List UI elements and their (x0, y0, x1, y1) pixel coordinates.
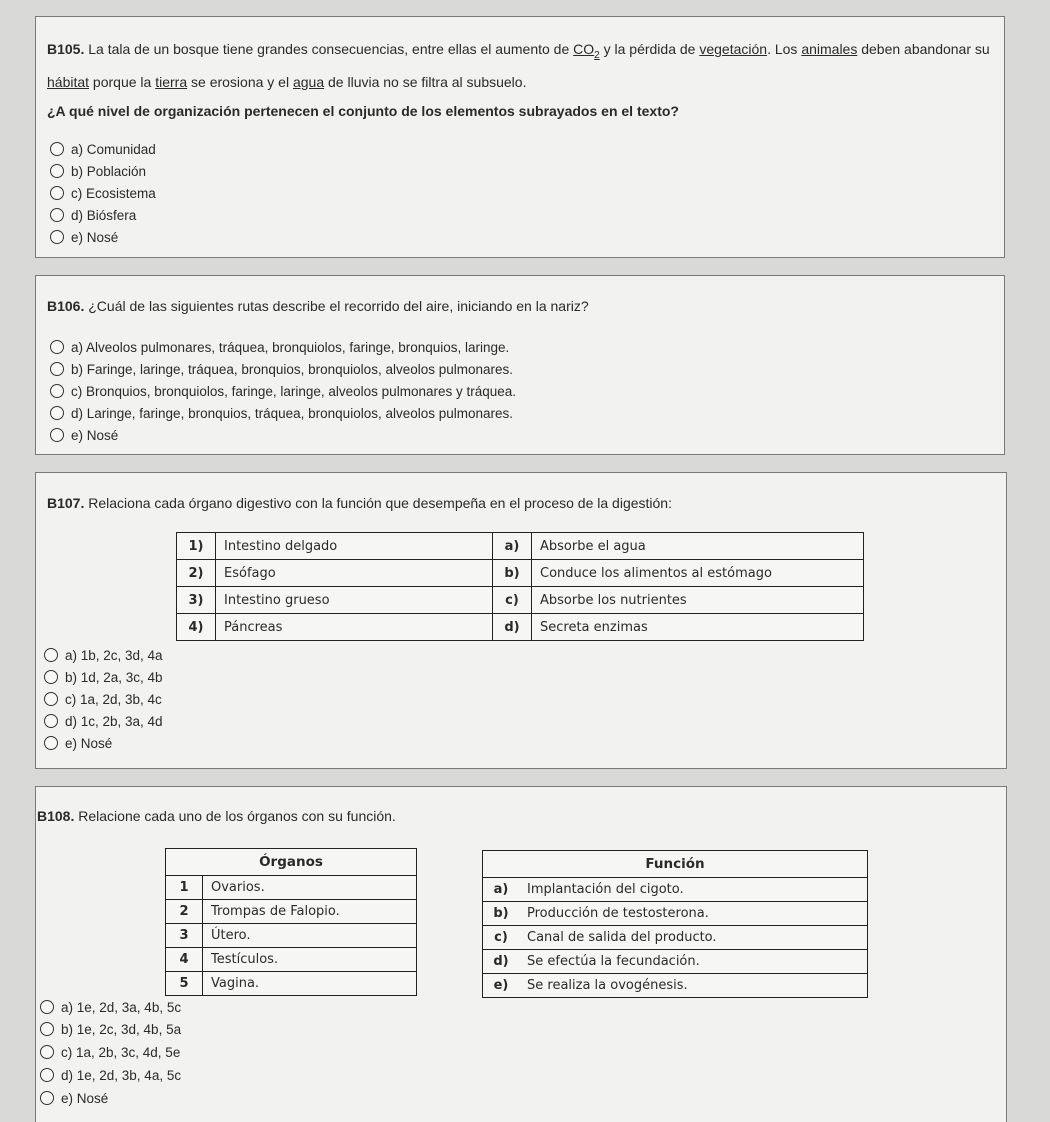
b105-question: ¿A qué nivel de organización pertenecen el conjunto de los elementos subrayados en el texto? (47, 103, 679, 119)
b108-number: B108. (37, 808, 75, 824)
functions-table (482, 850, 868, 998)
b108-option-e[interactable]: e) Nosé (40, 1089, 108, 1109)
radio-button[interactable] (44, 670, 58, 684)
radio-button[interactable] (50, 208, 64, 222)
organs-table (165, 848, 417, 996)
radio-button[interactable] (50, 406, 64, 420)
b108-option-d[interactable]: d) 1e, 2d, 3b, 4a, 5c (40, 1066, 181, 1086)
b107-option-a[interactable]: a) 1b, 2c, 3d, 4a (44, 646, 163, 666)
table-row: 5 Vagina. (166, 972, 417, 996)
b105-statement: B105. La tala de un bosque tiene grandes consecuencias, entre ellas el aumento de $CO_2$ y la pérdida de vegetación. Los animales deben abandonar su hábitat porque la tierra se erosiona y el agua de lluvia no se filtra al subsuelo. (47, 41, 990, 90)
table-header-row: Función (483, 851, 868, 878)
b106-option-c[interactable]: c) Bronquios, bronquiolos, faringe, laringe, alveolos pulmonares y tráquea. (50, 382, 516, 402)
b105-option-c[interactable]: c) Ecosistema (50, 184, 156, 204)
digestive-organs-table (176, 532, 864, 641)
table-row: b) Producción de testosterona. (483, 902, 868, 926)
b105-number: B105. (47, 41, 85, 57)
table-row: 2) Esófago b) Conduce los alimentos al estómago (177, 560, 864, 587)
radio-button[interactable] (40, 1045, 54, 1059)
table-row: e) Se realiza la ovogénesis. (483, 974, 868, 998)
b107-option-e[interactable]: e) Nosé (44, 734, 112, 754)
radio-button[interactable] (44, 714, 58, 728)
radio-button[interactable] (44, 736, 58, 750)
radio-button[interactable] (44, 648, 58, 662)
radio-button[interactable] (44, 692, 58, 706)
b106-question: B106. ¿Cuál de las siguientes rutas describe el recorrido del aire, iniciando en la nariz? (47, 298, 589, 314)
table-row: a) Implantación del cigoto. (483, 878, 868, 902)
b107-option-c[interactable]: c) 1a, 2d, 3b, 4c (44, 690, 162, 710)
b107-number: B107. (47, 495, 85, 511)
b105-option-e[interactable]: e) Nosé (50, 228, 118, 248)
radio-button[interactable] (40, 1000, 54, 1014)
table-row: 3 Útero. (166, 924, 417, 948)
radio-button[interactable] (50, 340, 64, 354)
b108-option-a[interactable]: a) 1e, 2d, 3a, 4b, 5c (40, 998, 181, 1018)
radio-button[interactable] (40, 1022, 54, 1036)
table-row: 1 Ovarios. (166, 876, 417, 900)
radio-button[interactable] (50, 186, 64, 200)
b106-option-d[interactable]: d) Laringe, faringe, bronquios, tráquea, bronquiolos, alveolos pulmonares. (50, 404, 513, 424)
table-row: 4 Testículos. (166, 948, 417, 972)
radio-button[interactable] (50, 142, 64, 156)
b105-option-d[interactable]: d) Biósfera (50, 206, 136, 226)
b105-option-b[interactable]: b) Población (50, 162, 146, 182)
b108-option-b[interactable]: b) 1e, 2c, 3d, 4b, 5a (40, 1020, 181, 1040)
radio-button[interactable] (50, 428, 64, 442)
table-row: 3) Intestino grueso c) Absorbe los nutrientes (177, 587, 864, 614)
b107-question: B107. Relaciona cada órgano digestivo con la función que desempeña en el proceso de la digestión: (47, 495, 672, 511)
radio-button[interactable] (50, 384, 64, 398)
b105-option-a[interactable]: a) Comunidad (50, 140, 156, 160)
b106-option-e[interactable]: e) Nosé (50, 426, 118, 446)
radio-button[interactable] (50, 362, 64, 376)
radio-button[interactable] (40, 1091, 54, 1105)
table-row: 4) Páncreas d) Secreta enzimas (177, 614, 864, 641)
b106-option-a[interactable]: a) Alveolos pulmonares, tráquea, bronquiolos, faringe, bronquios, laringe. (50, 338, 509, 358)
table-row: 2 Trompas de Falopio. (166, 900, 417, 924)
radio-button[interactable] (50, 164, 64, 178)
b107-option-b[interactable]: b) 1d, 2a, 3c, 4b (44, 668, 163, 688)
table-header-row: Órganos (166, 849, 417, 876)
radio-button[interactable] (50, 230, 64, 244)
radio-button[interactable] (40, 1068, 54, 1082)
table-row: d) Se efectúa la fecundación. (483, 950, 868, 974)
b108-option-c[interactable]: c) 1a, 2b, 3c, 4d, 5e (40, 1043, 180, 1063)
b108-question: B108. Relacione cada uno de los órganos con su función. (37, 808, 396, 824)
b106-number: B106. (47, 298, 85, 314)
b107-option-d[interactable]: d) 1c, 2b, 3a, 4d (44, 712, 163, 732)
table-row: 1) Intestino delgado a) Absorbe el agua (177, 533, 864, 560)
table-row: c) Canal de salida del producto. (483, 926, 868, 950)
b106-option-b[interactable]: b) Faringe, laringe, tráquea, bronquios, bronquiolos, alveolos pulmonares. (50, 360, 513, 380)
